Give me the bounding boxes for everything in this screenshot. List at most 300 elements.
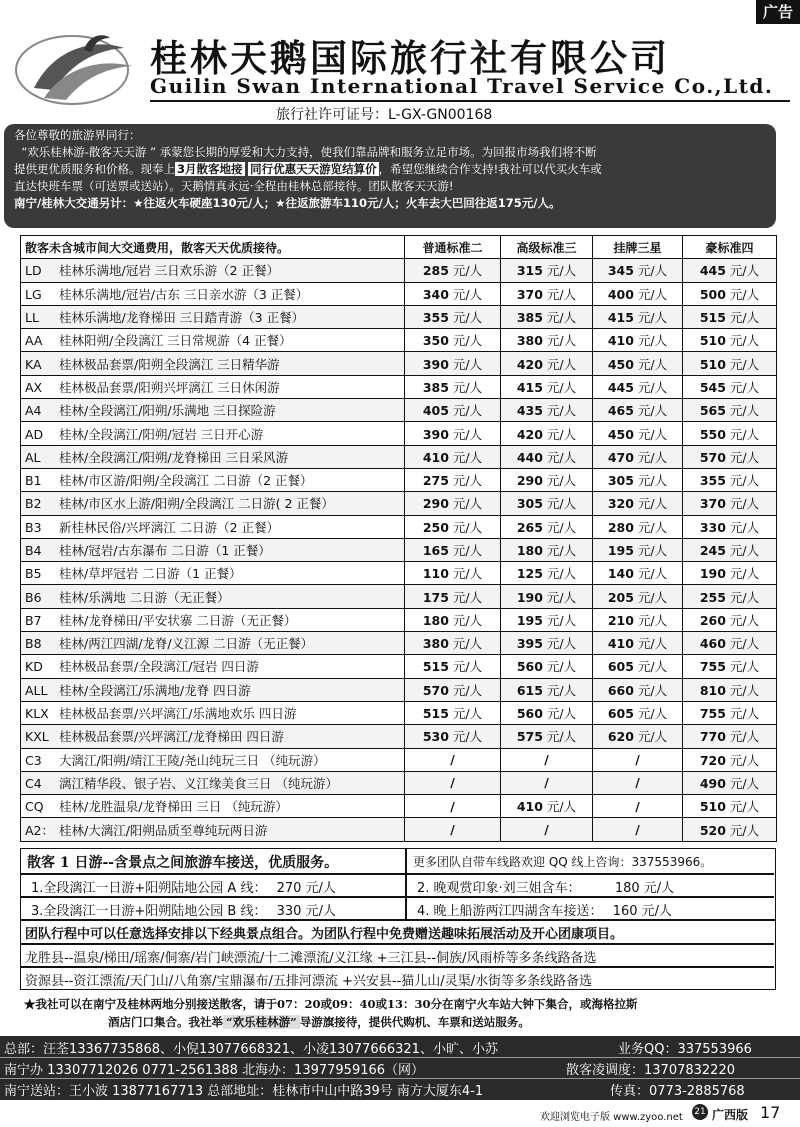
price-unit: 元/人 [637, 706, 668, 722]
price-value: 370 [699, 496, 726, 512]
price-value: 620 [607, 729, 634, 745]
price-cell [501, 771, 593, 794]
price-unit: 元/人 [546, 543, 577, 558]
table-header-route: 散客未含城市间大交通费用，散客天天优质接待。 [21, 236, 405, 259]
contacts-row-3: 南宁送站：王小波 13877167713 总部地址：桂林市中山中路39号 南方大厦东4-1 [4, 1084, 484, 1099]
price-value: / [544, 752, 549, 768]
price-unit: 元/人 [729, 659, 760, 675]
route-code: LD [25, 263, 42, 279]
price-value: 570 [699, 449, 726, 465]
table-header-three-star: 挂牌三星 [593, 236, 683, 259]
price-unit: 元/人 [637, 379, 668, 395]
price-table [20, 235, 777, 842]
route-name: 桂林/全段漓江/阳朔/冠岩 三日开心游 [58, 426, 264, 442]
route-name: 桂林阳朔/全段漓江 三日常规游（4 正餐） [58, 333, 292, 349]
route-name: 桂林极品套票/全段漓江/冠岩 四日游 [58, 659, 259, 675]
price-value: / [450, 798, 455, 814]
table-row [21, 259, 777, 282]
group-tours-title: 团队行程中可以任意选择安排以下经典景点组合。为团队行程中免费赠送趣味拓展活动及开心团康项目。 [25, 927, 624, 942]
price-value: 530 [422, 729, 449, 745]
route-cell [21, 445, 405, 468]
price-cell [683, 585, 777, 608]
notice-greeting: 各位尊敬的旅游界同行： [14, 128, 141, 142]
price-cell [683, 655, 777, 678]
price-cell [593, 305, 683, 328]
price-cell [683, 632, 777, 655]
price-cell [405, 818, 501, 841]
price-cell [683, 445, 777, 468]
price-value: 460 [699, 636, 726, 652]
price-cell [593, 771, 683, 794]
price-cell [501, 701, 593, 724]
route-code: B1 [25, 473, 42, 489]
price-cell [405, 538, 501, 561]
price-cell [683, 818, 777, 841]
price-unit: 元/人 [729, 310, 760, 326]
price-cell [683, 422, 777, 445]
notice-line-4: 南宁/桂林大交通另计：★往返火车硬座130元/人；★往返旅游车110元/人；火车去大巴回往返175元/人。 [14, 196, 561, 210]
price-cell [593, 375, 683, 398]
price-unit: 元/人 [637, 473, 668, 489]
price-value: 500 [699, 286, 726, 302]
price-unit: 元/人 [452, 496, 483, 512]
table-row [21, 701, 777, 724]
price-unit: 元/人 [729, 589, 760, 605]
price-value: 510 [699, 333, 726, 349]
price-value: 320 [607, 496, 634, 512]
price-unit: 元/人 [729, 356, 760, 372]
price-cell [501, 748, 593, 771]
price-value: 395 [516, 636, 543, 652]
table-row [21, 748, 777, 771]
price-unit: 元/人 [637, 496, 668, 512]
price-value: 660 [607, 682, 634, 698]
price-unit: 元/人 [546, 379, 577, 395]
route-code: AD [25, 426, 44, 442]
price-unit: 元/人 [452, 379, 483, 395]
price-cell [593, 422, 683, 445]
price-cell [683, 329, 777, 352]
price-value: 450 [607, 356, 634, 372]
route-code: KXL [25, 729, 49, 745]
price-cell [593, 795, 683, 818]
price-value: 250 [422, 519, 449, 535]
price-unit: 元/人 [729, 333, 760, 349]
price-value: 255 [699, 589, 726, 605]
price-cell [405, 678, 501, 701]
price-cell [593, 538, 683, 561]
route-name: 大漓江/阳朔/靖江王陵/尧山纯玩三日 （纯玩游） [58, 752, 326, 768]
notice-line-2: 提供更优质服务和价格。现奉上 3月散客地接 同行优惠天天游览结算价 ，希望您继续合作支持!我社可以代买火车或 [14, 162, 602, 176]
price-value: 410 [607, 333, 634, 349]
price-value: 560 [516, 706, 543, 722]
price-cell [501, 538, 593, 561]
route-name: 桂林极品套票/兴坪漓江/龙脊梯田 四日游 [58, 729, 284, 745]
price-unit: 元/人 [452, 449, 483, 465]
table-row [21, 445, 777, 468]
price-cell [405, 771, 501, 794]
price-unit: 元/人 [729, 612, 760, 628]
price-cell [405, 375, 501, 398]
table-row [21, 329, 777, 352]
price-value: 810 [699, 682, 726, 698]
price-cell [683, 352, 777, 375]
price-cell [405, 305, 501, 328]
price-cell [405, 422, 501, 445]
price-value: 265 [516, 519, 543, 535]
price-unit: 元/人 [546, 589, 577, 605]
ad-tag: 广告 [756, 0, 800, 24]
price-cell [683, 259, 777, 282]
contacts-fax: 传真：0773-2885768 [610, 1084, 745, 1099]
price-value: 260 [699, 612, 726, 628]
price-value: 180 [516, 543, 543, 558]
price-unit: 元/人 [637, 449, 668, 465]
price-value: 420 [516, 356, 543, 372]
price-unit: 元/人 [729, 543, 760, 558]
price-value: 125 [516, 566, 543, 582]
price-cell [501, 468, 593, 491]
route-code: A4 [25, 403, 42, 419]
route-cell [21, 795, 405, 818]
price-cell [683, 678, 777, 701]
day-tour-item-4: 4. 晚上船游两江四湖含车接送： 160 元/人 [417, 904, 673, 919]
price-cell [405, 445, 501, 468]
price-cell [501, 608, 593, 631]
table-row [21, 818, 777, 841]
price-unit: 元/人 [637, 310, 668, 326]
price-cell [501, 725, 593, 748]
price-unit: 元/人 [452, 706, 483, 722]
price-cell [593, 701, 683, 724]
price-value: 405 [422, 403, 449, 419]
price-cell [683, 771, 777, 794]
price-value: 110 [422, 566, 449, 582]
price-value: 410 [516, 799, 543, 815]
price-cell [405, 655, 501, 678]
price-cell [683, 515, 777, 538]
price-cell [683, 375, 777, 398]
route-name: 桂林/大漓江/阳朔品质至尊纯玩两日游 [58, 822, 268, 838]
price-value: 605 [607, 706, 634, 722]
route-cell [21, 725, 405, 748]
table-row [21, 632, 777, 655]
price-unit: 元/人 [637, 589, 668, 605]
price-cell [405, 632, 501, 655]
price-unit: 元/人 [452, 473, 483, 489]
price-unit: 元/人 [729, 379, 760, 395]
route-name: 桂林/全段漓江/乐满地/龙脊 四日游 [58, 682, 251, 698]
price-cell [501, 492, 593, 515]
price-unit: 元/人 [452, 612, 483, 628]
price-value: 385 [516, 310, 543, 326]
price-value: 410 [607, 636, 634, 652]
price-cell [405, 795, 501, 818]
route-cell [21, 375, 405, 398]
price-cell [593, 399, 683, 422]
price-cell [593, 585, 683, 608]
price-unit: 元/人 [452, 543, 483, 558]
price-value: 355 [422, 310, 449, 326]
route-code: C3 [25, 752, 42, 768]
route-cell [21, 608, 405, 631]
price-cell [405, 725, 501, 748]
route-cell [21, 771, 405, 794]
price-cell [683, 538, 777, 561]
price-value: 720 [699, 752, 726, 768]
price-cell [683, 608, 777, 631]
price-unit: 元/人 [546, 729, 577, 745]
price-unit: 元/人 [637, 659, 668, 675]
page-number: 17 [760, 1103, 781, 1122]
route-name: 桂林/全段漓江/阳朔/乐满地 三日探险游 [58, 403, 276, 419]
price-unit: 元/人 [452, 356, 483, 372]
price-value: 345 [607, 263, 634, 279]
price-cell [501, 655, 593, 678]
price-cell [593, 282, 683, 305]
route-name: 桂林/全段漓江/阳朔/龙脊梯田 三日采风游 [58, 449, 289, 465]
table-row [21, 399, 777, 422]
price-unit: 元/人 [452, 403, 483, 419]
price-value: / [450, 822, 455, 838]
route-cell [21, 701, 405, 724]
price-value: 385 [422, 379, 449, 395]
price-unit: 元/人 [637, 682, 668, 698]
company-name-cn: 桂林天鹅国际旅行社有限公司 [150, 36, 670, 80]
price-unit: 元/人 [729, 519, 760, 535]
price-cell [593, 352, 683, 375]
table-row [21, 795, 777, 818]
route-cell [21, 259, 405, 282]
price-value: 510 [699, 799, 726, 815]
price-value: 550 [699, 426, 726, 442]
price-cell [593, 329, 683, 352]
price-cell [593, 515, 683, 538]
pickup-note: ★我社可以在南宁及桂林两地分别接送散客，请于07：20或09：40或13：30分在南宁火车站大钟下集合，或海格拉斯 酒店门口集合。我社举 “欢乐桂林游” 导游旗接待，提供代购机、车票和送站服务。 [24, 997, 638, 1029]
price-value: 560 [516, 659, 543, 675]
table-row [21, 305, 777, 328]
price-value: 755 [699, 706, 726, 722]
day-tour-item-2: 2. 晚观赏印象·刘三姐含车： 180 元/人 [417, 881, 675, 896]
price-unit: 元/人 [729, 449, 760, 465]
price-value: 770 [699, 729, 726, 745]
route-name: 桂林/龙脊梯田/平安状寨 二日游（无正餐） [58, 612, 297, 628]
price-cell [593, 468, 683, 491]
price-unit: 元/人 [546, 286, 577, 302]
price-cell [501, 329, 593, 352]
price-cell [593, 492, 683, 515]
table-row [21, 282, 777, 305]
price-unit: 元/人 [546, 659, 577, 675]
page-footer [0, 1100, 800, 1127]
price-cell [683, 795, 777, 818]
price-unit: 元/人 [729, 799, 760, 815]
price-cell [683, 282, 777, 305]
price-value: 390 [422, 426, 449, 442]
price-cell [501, 795, 593, 818]
price-value: 280 [607, 519, 634, 535]
price-value: 290 [516, 473, 543, 489]
price-cell [593, 678, 683, 701]
day-tour-item-3: 3.全段漓江一日游+阳朔陆地公园 B 线： 330 元/人 [31, 904, 336, 919]
table-row [21, 585, 777, 608]
footer-badge-icon: 21 [692, 1104, 708, 1120]
price-cell [501, 305, 593, 328]
route-code: B5 [25, 566, 42, 582]
price-cell [405, 282, 501, 305]
price-cell [501, 515, 593, 538]
price-value: 285 [422, 263, 449, 279]
day-tour-item-1: 1.全段漓江一日游+阳朔陆地公园 A 线： 270 元/人 [31, 881, 336, 896]
price-unit: 元/人 [729, 822, 760, 838]
route-name: 桂林/市区游/阳朔/全段漓江 二日游（2 正餐） [58, 473, 313, 489]
price-unit: 元/人 [637, 426, 668, 442]
route-code: B8 [25, 636, 42, 652]
table-row [21, 375, 777, 398]
price-value: 420 [516, 426, 543, 442]
route-code: KD [25, 659, 43, 675]
route-code: C4 [25, 775, 42, 791]
route-name: 新桂林民俗/兴坪漓江 二日游（2 正餐） [58, 519, 280, 535]
price-unit: 元/人 [637, 543, 668, 558]
route-name: 桂林极品套票/兴坪漓江/乐满地欢乐 四日游 [58, 706, 297, 722]
price-value: 180 [422, 612, 449, 628]
price-value: 140 [607, 566, 634, 582]
price-unit: 元/人 [729, 263, 760, 279]
price-unit: 元/人 [546, 310, 577, 326]
price-cell [593, 562, 683, 585]
price-value: 520 [699, 822, 726, 838]
price-unit: 元/人 [729, 473, 760, 489]
route-name: 桂林/草坪冠岩 二日游（1 正餐） [58, 566, 242, 582]
price-unit: 元/人 [637, 729, 668, 745]
price-unit: 元/人 [546, 612, 577, 628]
day-tours-title: 散客 1 日游--含景点之间旅游车接送，优质服务。 [27, 855, 339, 871]
route-name: 桂林乐满地/龙脊梯田 三日踏青游（3 正餐） [58, 310, 305, 326]
price-value: 190 [699, 566, 726, 582]
price-value: 340 [422, 286, 449, 302]
price-value: 565 [699, 403, 726, 419]
price-unit: 元/人 [546, 799, 577, 815]
route-code: LG [25, 286, 42, 302]
price-value: 305 [607, 473, 634, 489]
price-unit: 元/人 [729, 636, 760, 652]
price-unit: 元/人 [546, 496, 577, 512]
route-cell [21, 352, 405, 375]
day-tours-qq-note: 更多团队自带车线路欢迎 QQ 线上咨询：337553966。 [413, 855, 713, 869]
table-row [21, 725, 777, 748]
route-cell [21, 818, 405, 841]
price-value: / [450, 775, 455, 791]
price-unit: 元/人 [729, 775, 760, 791]
price-unit: 元/人 [546, 566, 577, 582]
route-code: B3 [25, 519, 42, 535]
price-value: 445 [699, 263, 726, 279]
route-code: KA [25, 356, 42, 372]
price-value: 605 [607, 659, 634, 675]
price-value: 275 [422, 473, 449, 489]
price-unit: 元/人 [546, 263, 577, 279]
group-tours-line-1: 龙胜县--温泉/梯田/瑶寨/侗寨/岩门峡漂流/十二滩漂流/义江缘 +三江县--侗族/风雨桥等多条线路备选 [25, 951, 597, 966]
license-number: 旅行社许可证号：L-GX-GN00168 [276, 107, 493, 123]
route-cell [21, 329, 405, 352]
price-cell [683, 748, 777, 771]
price-value: 445 [607, 379, 634, 395]
table-row [21, 515, 777, 538]
price-cell [683, 305, 777, 328]
price-cell [405, 701, 501, 724]
route-cell [21, 305, 405, 328]
price-value: 195 [607, 543, 634, 558]
price-cell [501, 562, 593, 585]
table-header-row [21, 236, 777, 259]
price-cell [501, 678, 593, 701]
table-header-standard3: 高级标准三 [501, 236, 593, 259]
price-unit: 元/人 [546, 426, 577, 442]
price-unit: 元/人 [729, 426, 760, 442]
table-row [21, 678, 777, 701]
table-row [21, 422, 777, 445]
price-value: 615 [516, 682, 543, 698]
route-cell [21, 632, 405, 655]
table-header-standard4: 豪标准四 [683, 236, 777, 259]
price-unit: 元/人 [546, 682, 577, 698]
contacts-row-2: 南宁办 13307712026 0771-2561388 北海办：13977959166（网） [4, 1063, 425, 1078]
table-row [21, 468, 777, 491]
price-unit: 元/人 [637, 333, 668, 349]
price-value: 190 [516, 589, 543, 605]
price-value: 545 [699, 379, 726, 395]
price-cell [683, 701, 777, 724]
price-unit: 元/人 [637, 519, 668, 535]
price-value: 165 [422, 543, 449, 558]
price-cell [501, 259, 593, 282]
price-unit: 元/人 [637, 403, 668, 419]
price-value: 305 [516, 496, 543, 512]
route-code: CQ [25, 799, 44, 815]
price-value: / [635, 752, 640, 768]
swan-logo-icon [14, 28, 144, 108]
price-cell [405, 468, 501, 491]
price-unit: 元/人 [729, 496, 760, 512]
price-value: / [635, 775, 640, 791]
price-cell [405, 399, 501, 422]
route-code: AL [25, 449, 41, 465]
route-code: ALL [25, 682, 48, 698]
price-cell [501, 445, 593, 468]
table-row [21, 562, 777, 585]
notice-highlight-march: 3月散客地接 [177, 162, 243, 176]
route-cell [21, 538, 405, 561]
price-unit: 元/人 [729, 566, 760, 582]
price-value: 755 [699, 659, 726, 675]
price-cell [405, 608, 501, 631]
price-cell [683, 725, 777, 748]
price-value: 410 [422, 449, 449, 465]
route-code: KLX [25, 706, 49, 722]
footer-website: 欢迎浏览电子版 www.zyoo.net [540, 1112, 683, 1123]
price-value: 415 [516, 379, 543, 395]
route-code: B7 [25, 612, 42, 628]
price-value: 350 [422, 333, 449, 349]
route-cell [21, 585, 405, 608]
price-unit: 元/人 [452, 286, 483, 302]
price-cell [593, 259, 683, 282]
price-cell [405, 515, 501, 538]
price-cell [593, 748, 683, 771]
price-unit: 元/人 [637, 566, 668, 582]
price-unit: 元/人 [637, 356, 668, 372]
